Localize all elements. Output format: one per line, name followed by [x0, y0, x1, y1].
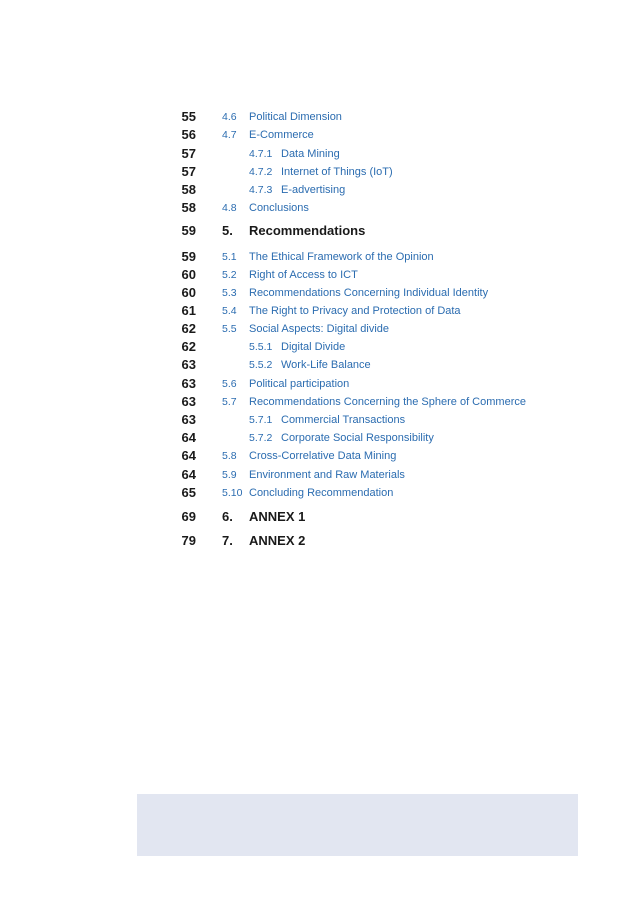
toc-section-title[interactable]: Work-Life Balance [281, 359, 371, 371]
toc-page-number: 58 [181, 182, 196, 197]
toc-section-number: 6. [222, 509, 233, 524]
toc-section-number: 5.6 [222, 378, 237, 390]
toc-page-number: 63 [181, 412, 196, 427]
toc-chapter-row [0, 508, 638, 526]
toc-page-number: 63 [181, 394, 196, 409]
toc-page-number: 57 [181, 146, 196, 161]
toc-section-title[interactable]: Data Mining [281, 148, 340, 160]
toc-section-title[interactable]: Commercial Transactions [281, 414, 406, 426]
toc-page-number: 55 [181, 109, 196, 124]
toc-section-title[interactable]: Cross-Correlative Data Mining [249, 450, 397, 462]
toc-section-number: 7. [222, 533, 233, 548]
toc-entry[interactable] [0, 466, 638, 484]
toc-section-title[interactable]: Corporate Social Responsibility [281, 432, 434, 444]
toc-entry[interactable] [0, 356, 638, 374]
toc-page-number: 63 [181, 357, 196, 372]
toc-entry[interactable] [0, 320, 638, 338]
toc-page-number: 61 [181, 303, 196, 318]
toc-page-number: 56 [181, 127, 196, 142]
toc-section-title: ANNEX 1 [249, 509, 306, 524]
toc-entry[interactable] [0, 429, 638, 447]
toc-page-number: 69 [181, 509, 196, 524]
toc-section-title[interactable]: Recommendations Concerning the Sphere of Commerce [249, 396, 526, 408]
toc-section-number: 5.3 [222, 287, 237, 299]
toc-section-title[interactable]: Concluding Recommendation [249, 487, 394, 499]
toc-entry[interactable] [0, 338, 638, 356]
toc-entry[interactable] [0, 447, 638, 465]
toc-entry[interactable] [0, 266, 638, 284]
toc-page-number: 79 [181, 533, 196, 548]
toc-entry[interactable] [0, 484, 638, 502]
toc-section-number: 5.5.2 [249, 359, 273, 371]
toc-section-title: ANNEX 2 [249, 533, 306, 548]
toc-entry[interactable] [0, 199, 638, 217]
toc-page-number: 57 [181, 164, 196, 179]
toc-entry[interactable] [0, 284, 638, 302]
toc-section-number: 5.5 [222, 323, 237, 335]
toc-section-number: 5.7.2 [249, 432, 273, 444]
toc-page-number: 64 [181, 467, 196, 482]
toc-section-number: 5.2 [222, 269, 237, 281]
toc-entry[interactable] [0, 375, 638, 393]
toc-page-number: 64 [181, 448, 196, 463]
toc-page-number: 60 [181, 267, 196, 282]
toc-entry[interactable] [0, 248, 638, 266]
toc-section-number: 5.10 [222, 487, 243, 499]
toc-section-number: 5.4 [222, 305, 237, 317]
toc-section-title: Recommendations [249, 223, 366, 238]
toc-page-number: 63 [181, 376, 196, 391]
toc-entry[interactable] [0, 145, 638, 163]
toc-section-number: 4.8 [222, 202, 237, 214]
toc-section-title[interactable]: Social Aspects: Digital divide [249, 323, 390, 335]
toc-section-number: 5.5.1 [249, 341, 273, 353]
toc-page-number: 62 [181, 321, 196, 336]
toc-section-title[interactable]: Environment and Raw Materials [249, 469, 405, 481]
toc-section-number: 4.6 [222, 111, 237, 123]
toc-section-title[interactable]: E-advertising [281, 184, 346, 196]
toc-chapter-row [0, 222, 638, 240]
toc-entry[interactable] [0, 181, 638, 199]
toc-section-title[interactable]: Recommendations Concerning Individual Identity [249, 287, 489, 299]
toc-section-number: 5.9 [222, 469, 237, 481]
toc-entry[interactable] [0, 126, 638, 144]
toc-section-title[interactable]: Internet of Things (IoT) [281, 166, 393, 178]
toc-section-title[interactable]: Digital Divide [281, 341, 346, 353]
toc-section-title[interactable]: Conclusions [249, 202, 309, 214]
toc-section-number: 5. [222, 223, 233, 238]
toc-entry[interactable] [0, 393, 638, 411]
footer-band [137, 794, 578, 856]
toc-section-title[interactable]: Political participation [249, 378, 350, 390]
toc-entry[interactable] [0, 108, 638, 126]
toc-section-title[interactable]: E-Commerce [249, 129, 314, 141]
toc-chapter-row [0, 532, 638, 550]
toc-section-number: 5.7.1 [249, 414, 273, 426]
toc-section-number: 5.8 [222, 450, 237, 462]
toc-section-title[interactable]: The Ethical Framework of the Opinion [249, 251, 434, 263]
toc-section-number: 5.7 [222, 396, 237, 408]
toc-section-number: 4.7.1 [249, 148, 273, 160]
toc-section-number: 4.7 [222, 129, 237, 141]
toc-section-number: 4.7.2 [249, 166, 273, 178]
toc-page-number: 65 [181, 485, 196, 500]
toc-page-number: 59 [181, 223, 196, 238]
toc-entry[interactable] [0, 163, 638, 181]
toc-entry[interactable] [0, 302, 638, 320]
toc-page-number: 62 [181, 339, 196, 354]
toc-page-number: 60 [181, 285, 196, 300]
toc-entry[interactable] [0, 411, 638, 429]
toc-page-number: 59 [181, 249, 196, 264]
toc-page-number: 64 [181, 430, 196, 445]
toc-section-title[interactable]: The Right to Privacy and Protection of Data [249, 305, 461, 317]
toc-section-number: 5.1 [222, 251, 237, 263]
toc-section-title[interactable]: Right of Access to ICT [249, 269, 358, 281]
toc-page-number: 58 [181, 200, 196, 215]
toc-section-title[interactable]: Political Dimension [249, 111, 342, 123]
toc-section-number: 4.7.3 [249, 184, 273, 196]
